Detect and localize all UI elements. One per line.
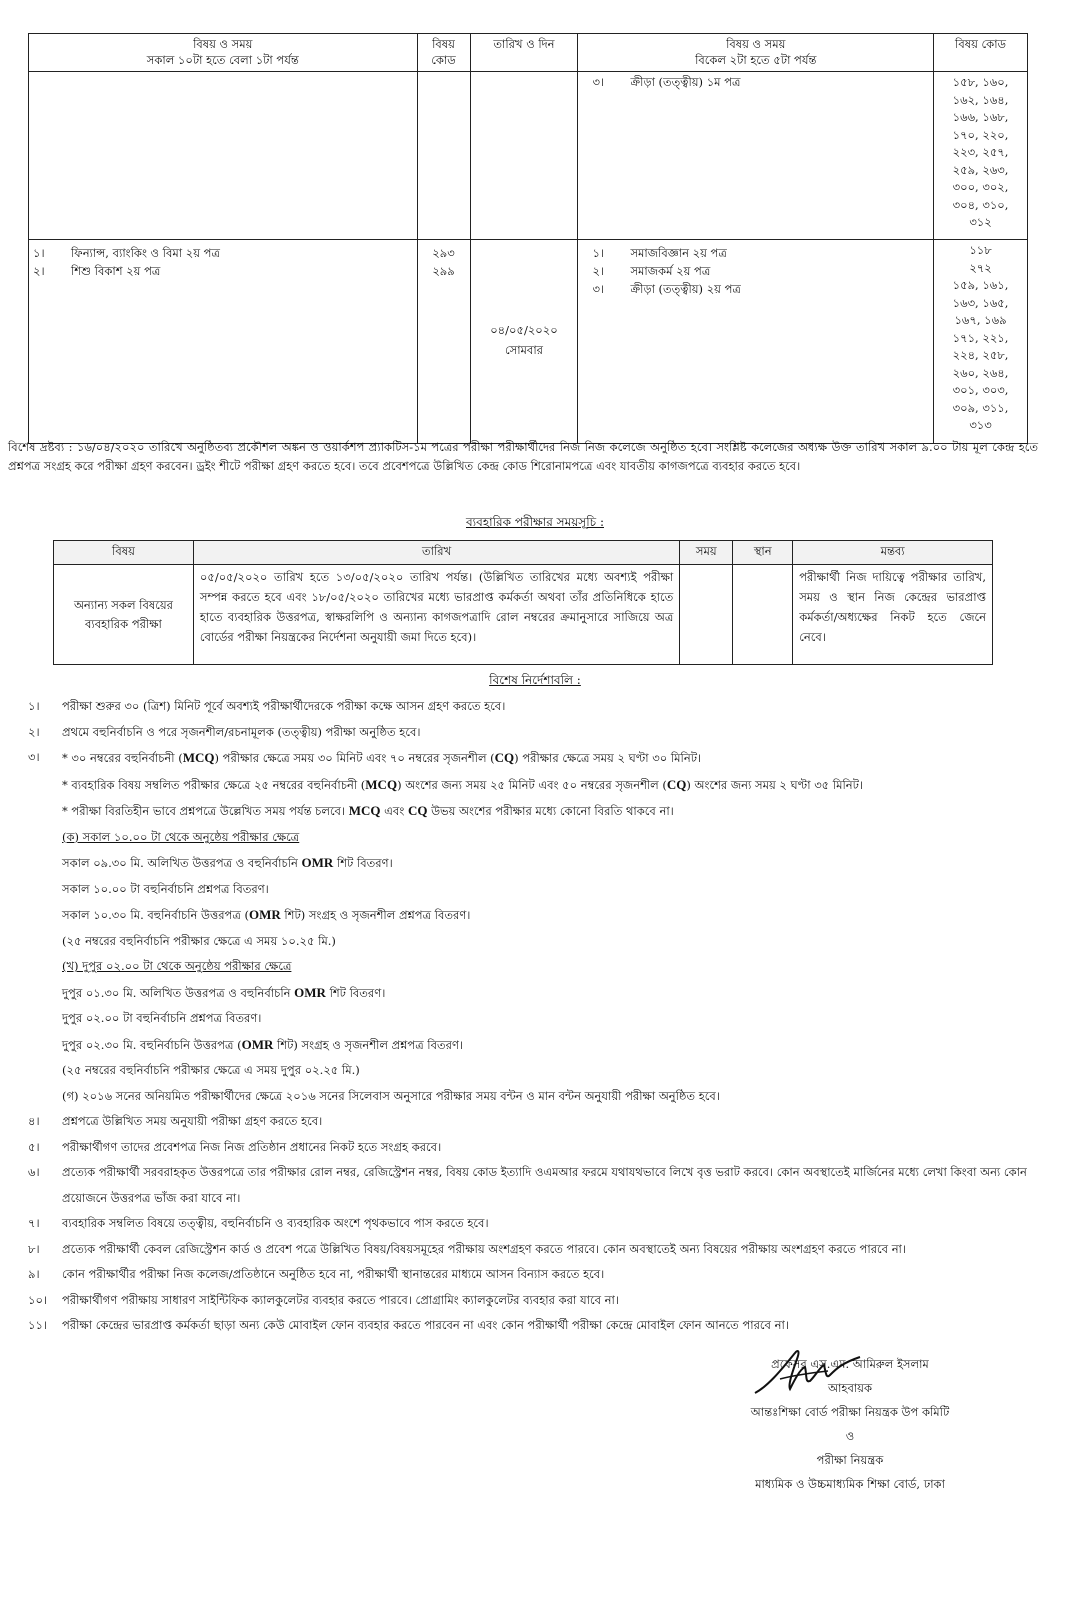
practical-time bbox=[680, 565, 733, 665]
practical-schedule-title: ব্যবহারিক পরীক্ষার সময়সূচি : bbox=[465, 515, 604, 529]
list-item: (গ) ২০১৬ সনের অনিয়মিত পরীক্ষার্থীদের ক্ষেত্রে ২০১৬ সনের সিলেবাস অনুসারে পরীক্ষার সময় বন্টন ও মান বন্টন অনুযায়ী পরীক্ষা অনুষ্ঠিত হবে। bbox=[62, 1088, 720, 1103]
list-item: ১০। পরীক্ষার্থীগণ পরীক্ষায় সাধারণ সাইন্টিফিক ক্যালকুলেটর ব্যবহার করতে পারবে। প্রোগ্রামিং ক্যালকুলেটর ব্যবহার করা যাবে না। bbox=[28, 1292, 619, 1307]
date-cell bbox=[470, 72, 578, 240]
list-item: ২। শিশু বিকাশ ২য় পত্র bbox=[33, 264, 161, 278]
header-afternoon: বিষয় ও সময় বিকেল ২টা হতে ৫টা পর্যন্ত bbox=[578, 34, 934, 72]
list-item: দুপুর ০১.৩০ মি. অলিখিত উত্তরপত্র ও বহুনির্বাচনি OMR শিট বিতরণ। bbox=[62, 984, 386, 1000]
afternoon-codes-cell: ১১৮ ২৭২ ১৫৯, ১৬১, ১৬৩, ১৬৫, ১৬৭, ১৬৯ ১৭১, ২২১, ২২৪, ২৫৮, ২৬০, ২৬৪, ৩০১, ৩০৩, ৩০৯, ৩১১, ৩১৩ bbox=[934, 240, 1028, 444]
list-item: (২৫ নম্বরের বহুনির্বাচনি পরীক্ষার ক্ষেত্রে এ সময় দুপুর ০২.২৫ মি.) bbox=[62, 1063, 360, 1077]
header-afternoon-code: বিষয় কোড bbox=[934, 34, 1028, 72]
list-item: ৭। ব্যবহারিক সম্বলিত বিষয়ে তত্ত্বীয়, বহুনির্বাচনি ও ব্যবহারিক অংশে পৃথকভাবে পাস করতে হবে। bbox=[28, 1216, 489, 1230]
practical-place bbox=[733, 565, 793, 665]
morning-subjects-cell bbox=[29, 72, 418, 240]
morning-subjects-cell bbox=[29, 240, 418, 444]
afternoon-codes-cell: ১৫৮, ১৬০, ১৬২, ১৬৪, ১৬৬, ১৬৮, ১৭০, ২২০, ২২৩, ২৫৭, ২৫৯, ২৬৩, ৩০০, ৩০২, ৩০৪, ৩১০, ৩১২ bbox=[934, 72, 1028, 240]
morning-codes-cell: ২৯৩ ২৯৯ bbox=[417, 240, 470, 444]
header-date: তারিখ ও দিন bbox=[470, 34, 578, 72]
afternoon-subjects-cell bbox=[578, 240, 934, 444]
instructions-title: বিশেষ নির্দেশাবলি : bbox=[489, 673, 581, 687]
list-item: (ক) সকাল ১০.০০ টা থেকে অনুষ্ঠেয় পরীক্ষার ক্ষেত্রে bbox=[62, 829, 300, 844]
signatory-organization: মাধ্যমিক ও উচ্চমাধ্যমিক শিক্ষা বোর্ড, ঢাকা bbox=[755, 1477, 945, 1491]
practical-subject: অন্যান্য সকল বিষয়ের ব্যবহারিক পরীক্ষা bbox=[54, 565, 194, 665]
exam-date: ০৪/০৫/২০২০ bbox=[490, 323, 558, 337]
signatory-title: পরীক্ষা নিয়ন্ত্রক bbox=[816, 1453, 884, 1467]
table-row bbox=[29, 240, 1028, 444]
table-row bbox=[54, 565, 993, 665]
signature-block: প্রফেসর এস.এম. আমিরুল ইসলাম আহবায়ক আন্তঃশিক্ষা বোর্ড পরীক্ষা নিয়ন্ত্রক উপ কমিটি ও পরীক্ষা নিয়ন্ত্রক মাধ্যমিক ও উচ্চমাধ্যমিক শিক্ষা বোর্ড, ঢাকা bbox=[640, 1352, 1060, 1496]
list-item: ১। পরীক্ষা শুরুর ৩০ (ত্রিশ) মিনিট পূর্বে অবশ্যই পরীক্ষার্থীদেরকে পরীক্ষা কক্ষে আসন গ্রহণ করতে হবে। bbox=[28, 699, 506, 713]
list-item: ৮। প্রত্যেক পরীক্ষার্থী কেবল রেজিস্ট্রেশন কার্ড ও প্রবেশ পত্রে উল্লিখিত বিষয়/বিষয়সমূহের পরীক্ষায় অংশগ্রহণ করতে পারবে। কোন অবস্থাতেই অন্য বিষয়ের পরীক্ষায় অংশগ্রহণ করতে পারবে না। bbox=[28, 1241, 907, 1256]
exam-routine-table bbox=[28, 33, 1028, 444]
list-item: (খ) দুপুর ০২.০০ টা থেকে অনুষ্ঠেয় পরীক্ষার ক্ষেত্রে bbox=[62, 959, 292, 973]
list-item: ২। সমাজকর্ম ২য় পত্র bbox=[592, 264, 711, 278]
list-item: ৪। প্রশ্নপত্রে উল্লিখিত সময় অনুযায়ী পরীক্ষা গ্রহণ করতে হবে। bbox=[28, 1114, 323, 1128]
list-item: ৯। কোন পরীক্ষার্থীর পরীক্ষা নিজ কলেজ/প্রতিষ্ঠানে অনুষ্ঠিত হবে না, পরীক্ষার্থী স্থানান্তরের মাধ্যমে আসন বিন্যাস করতে হবে। bbox=[28, 1267, 605, 1281]
list-item: * ব্যবহারিক বিষয় সম্বলিত পরীক্ষার ক্ষেত্রে ২৫ নম্বরের বহুনির্বাচনী (MCQ) অংশের জন্য সময় ২৫ মিনিট এবং ৫০ নম্বরের সৃজনশীল (CQ) অংশের জন্য সময় ২ ঘণ্টা ৩৫ মিনিট। bbox=[62, 776, 863, 792]
list-item: ৬। প্রত্যেক পরীক্ষার্থী সরবরাহকৃত উত্তরপত্রে তার পরীক্ষার রোল নম্বর, রেজিস্ট্রেশন নম্বর, বিষয় কোড ইত্যাদি ওএমআর ফরমে যথাযথভাবে লিখে বৃত্ত ভরাট করবে। কোন অবস্থাতেই মার্জিনের মধ্যে লেখা কিংবা অন্য কোন প্রয়োজনে উত্তরপত্র ভাঁজ করা যাবে না। bbox=[28, 1165, 1027, 1205]
practical-schedule-table bbox=[53, 540, 993, 665]
date-cell bbox=[470, 240, 578, 444]
morning-codes-cell bbox=[417, 72, 470, 240]
table-header-row bbox=[29, 34, 1028, 72]
signatory-committee: আন্তঃশিক্ষা বোর্ড পরীক্ষা নিয়ন্ত্রক উপ কমিটি bbox=[750, 1405, 950, 1419]
afternoon-subjects-cell bbox=[578, 72, 934, 240]
signatory-role: আহবায়ক bbox=[827, 1381, 872, 1395]
list-item: ২। প্রথমে বহুনির্বাচনি ও পরে সৃজনশীল/রচনামূলক (তত্ত্বীয়) পরীক্ষা অনুষ্ঠিত হবে। bbox=[28, 724, 421, 739]
header-code: বিষয় কোড bbox=[417, 34, 470, 72]
practical-date: ০৫/০৫/২০২০ তারিখ হতে ১৩/০৫/২০২০ তারিখ পর্যন্ত। (উল্লিখিত তারিখের মধ্যে অবশ্যই পরীক্ষা সম্পন্ন করতে হবে এবং ১৮/০৫/২০২০ তারিখের মধ্যে ভারপ্রাপ্ত কর্মকর্তা অথবা তাঁর প্রতিনিধিকে হাতে হাতে ব্যবহারিক উত্তরপত্র, স্বাক্ষরলিপি ও অন্যান্য কাগজপত্রাদি রোল নম্বরের ক্রমানুসারে সাজিয়ে অত্র বোর্ডের পরীক্ষা নিয়ন্ত্রকের নির্দেশনা অনুযায়ী জমা দিতে হবে)। bbox=[193, 565, 679, 665]
list-item: ৫। পরীক্ষার্থীগণ তাদের প্রবেশপত্র নিজ নিজ প্রতিষ্ঠান প্রধানের নিকট হতে সংগ্রহ করবে। bbox=[28, 1139, 442, 1154]
list-item: সকাল ০৯.৩০ মি. অলিখিত উত্তরপত্র ও বহুনির্বাচনি OMR শিট বিতরণ। bbox=[62, 855, 393, 870]
list-item: দুপুর ০২.৩০ মি. বহুনির্বাচনি উত্তরপত্র (OMR শিট) সংগ্রহ ও সৃজনশীল প্রশ্নপত্র বিতরণ। bbox=[62, 1036, 464, 1052]
table-header-row: বিষয় তারিখ সময় স্থান মন্তব্য bbox=[54, 541, 993, 565]
header-morning: বিষয় ও সময় সকাল ১০টা হতে বেলা ১টা পর্যন্ত bbox=[29, 34, 418, 72]
list-item: দুপুর ০২.০০ টা বহুনির্বাচনি প্রশ্নপত্র বিতরণ। bbox=[62, 1011, 262, 1025]
list-item: ১। ফিন্যান্স, ব্যাংকিং ও বিমা ২য় পত্র bbox=[33, 246, 220, 260]
special-note: বিশেষ দ্রষ্টব্য : ১৬/০৪/২০২০ তারিখে অনুষ্ঠিতব্য প্রকৌশল অঙ্কন ও ওয়ার্কশপ প্র্যাকটিস-১ম পত্রের পরীক্ষা পরীক্ষার্থীদের নিজ নিজ কলেজে অনুষ্ঠিত হবে। সংশ্লিষ্ট কলেজের অধ্যক্ষ উক্ত তারিখ সকাল ৯.০০ টায় মূল কেন্দ্র হতে প্রশ্নপত্র সংগ্রহ করে পরীক্ষা গ্রহণ করবেন। ড্রইং শীটে পরীক্ষা গ্রহণ করতে হবে। তবে প্রবেশপত্রে উল্লিখিত কেন্দ্র কোড শিরোনামপত্রে এবং যাবতীয় কাগজপত্রে ব্যবহার করতে হবে। bbox=[8, 440, 1038, 473]
exam-day: সোমবার bbox=[504, 343, 543, 357]
list-item: ৩। * ৩০ নম্বরের বহুনির্বাচনী (MCQ) পরীক্ষার ক্ষেত্রে সময় ৩০ মিনিট এবং ৭০ নম্বরের সৃজনশীল (CQ) পরীক্ষার ক্ষেত্রে সময় ২ ঘণ্টা ৩০ মিনিট। bbox=[28, 750, 702, 765]
practical-remark: পরীক্ষার্থী নিজ দায়িত্বে পরীক্ষার তারিখ, সময় ও স্থান নিজ কেন্দ্রের ভারপ্রাপ্ত কর্মকর্তা/অধ্যক্ষের নিকট হতে জেনে নেবে। bbox=[793, 565, 993, 665]
list-item: * পরীক্ষা বিরতিহীন ভাবে প্রশ্নপত্রে উল্লেখিত সময় পর্যন্ত চলবে। MCQ এবং CQ উভয় অংশের পরীক্ষার মধ্যে কোনো বিরতি থাকবে না। bbox=[62, 803, 674, 818]
list-item: ১। সমাজবিজ্ঞান ২য় পত্র bbox=[592, 246, 727, 260]
table-row bbox=[29, 72, 1028, 240]
signatory-name: প্রফেসর এস.এম. আমিরুল ইসলাম bbox=[771, 1357, 929, 1371]
list-item: সকাল ১০.০০ টা বহুনির্বাচনি প্রশ্নপত্র বিতরণ। bbox=[62, 881, 269, 896]
list-item: সকাল ১০.৩০ মি. বহুনির্বাচনি উত্তরপত্র (OMR শিট) সংগ্রহ ও সৃজনশীল প্রশ্নপত্র বিতরণ। bbox=[62, 907, 471, 922]
list-item: (২৫ নম্বরের বহুনির্বাচনি পরীক্ষার ক্ষেত্রে এ সময় ১০.২৫ মি.) bbox=[62, 933, 336, 948]
list-item: ৩। ক্রীড়া (তত্ত্বীয়) ১ম পত্র bbox=[592, 75, 741, 89]
list-item: ১১। পরীক্ষা কেন্দ্রের ভারপ্রাপ্ত কর্মকর্তা ছাড়া অন্য কেউ মোবাইল ফোন ব্যবহার করতে পারবেন না এবং কোন পরীক্ষার্থী পরীক্ষা কেন্দ্রে মোবাইল ফোন আনতে পারবে না। bbox=[28, 1318, 789, 1332]
list-item: ৩। ক্রীড়া (তত্ত্বীয়) ২য় পত্র bbox=[592, 282, 741, 296]
instructions-list bbox=[0, 694, 1060, 1339]
